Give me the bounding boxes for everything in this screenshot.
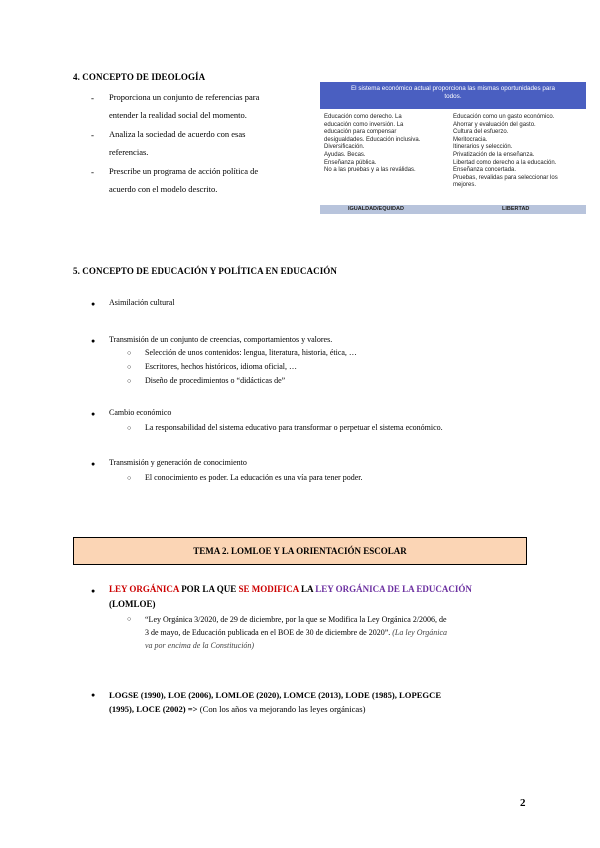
sub-item: Selección de unos contenidos: lengua, literatura, historia, ética, … — [145, 348, 357, 357]
section-4-heading: 4. CONCEPTO DE IDEOLOGÍA — [73, 72, 206, 82]
sub-bullet: ○ — [127, 363, 132, 371]
bullet-transmission: Transmisión de un conjunto de creencias, comportamientos y valores. — [109, 335, 333, 344]
bullet-economic: Cambio económico — [109, 408, 172, 417]
dash-bullet: - — [91, 93, 94, 103]
bullet-dot: ● — [91, 410, 96, 418]
ideology-item-3: Prescribe un programa de acción política de acuerdo con el modelo descrito. — [109, 166, 259, 194]
sub-bullet: ○ — [127, 377, 132, 385]
lomloe-quote: “Ley Orgánica 3/2020, de 29 de diciembre, por la que se Modifica la Ley Orgánica 2/2006, de 3 de mayo, de Educación publicada en el BOE de 30 de diciembre de 2020”. (La ley Orgánica va por encima de la Constitución) — [145, 615, 448, 650]
sub-bullet: ○ — [127, 424, 132, 432]
bullet-dot: ● — [91, 460, 96, 468]
bullet-assimilation: Asimilación cultural — [109, 298, 175, 307]
image-footer — [320, 205, 586, 214]
lomloe-acronym: (LOMLOE) — [109, 599, 156, 609]
bullet-dot: ● — [91, 691, 96, 699]
sub-item: Diseño de procedimientos o “didácticas de” — [145, 376, 286, 385]
footer-right-label: LIBERTAD — [502, 206, 530, 212]
bullet-knowledge: Transmisión y generación de conocimiento — [109, 458, 247, 467]
tema-2-banner: TEMA 2. LOMLOE Y LA ORIENTACIÓN ESCOLAR — [73, 537, 527, 565]
page-number: 2 — [520, 797, 526, 809]
bullet-dot: ● — [91, 587, 96, 595]
section-5-heading: 5. CONCEPTO DE EDUCACIÓN Y POLÍTICA EN EDUCACIÓN — [73, 266, 337, 276]
sub-item: Escritores, hechos históricos, idioma oficial, … — [145, 362, 297, 371]
footer-left-label: IGUALDAD/EQUIDAD — [348, 206, 404, 212]
sub-bullet: ○ — [127, 349, 132, 357]
bullet-dot: ● — [91, 337, 96, 345]
sub-item: La responsabilidad del sistema educativo para transformar o perpetuar el sistema económico. — [145, 423, 443, 432]
ideology-item-1: Proporciona un conjunto de referencias para entender la realidad social del momento. — [109, 92, 260, 120]
image-right-column: Educación como un gasto económico. Ahorrar y evaluación del gasto. Cultura del esfuerzo. Meritocracia. Itinerarios y selección. Privatización de la enseñanza. Libertad como derecho a la educación. Enseñanza concertada. Pruebas, revalidas para seleccionar los mejores. — [453, 114, 558, 189]
ideology-item-2: Analiza la sociedad de acuerdo con esas referencias. — [109, 129, 246, 157]
ideology-comparison-image — [320, 82, 586, 214]
sub-bullet: ○ — [127, 615, 132, 623]
organic-laws-list: LOGSE (1990), LOE (2006), LOMLOE (2020), LOMCE (2013), LODE (1985), LOPEGCE (1995), LOCE (2002) => (Con los años va mejorando las leyes orgánicas) — [109, 690, 442, 714]
dash-bullet: - — [91, 167, 94, 177]
sub-bullet: ○ — [127, 474, 132, 482]
image-left-column: Educación como derecho. La educación como inversión. La educación para compensar desigualdades. Educación inclusiva. Diversificación. Ayudas. Becas. Enseñanza pública. No a las pruebas y a las reválidas. — [324, 114, 421, 174]
sub-item: El conocimiento es poder. La educación es una vía para tener poder. — [145, 473, 363, 482]
bullet-dot: ● — [91, 300, 96, 308]
image-header: El sistema económico actual proporciona las mismas oportunidades para todos. — [320, 82, 586, 109]
lomloe-title: LEY ORGÁNICA POR LA QUE SE MODIFICA LA LEY ORGÁNICA DE LA EDUCACIÓN — [109, 584, 472, 594]
dash-bullet: - — [91, 130, 94, 140]
